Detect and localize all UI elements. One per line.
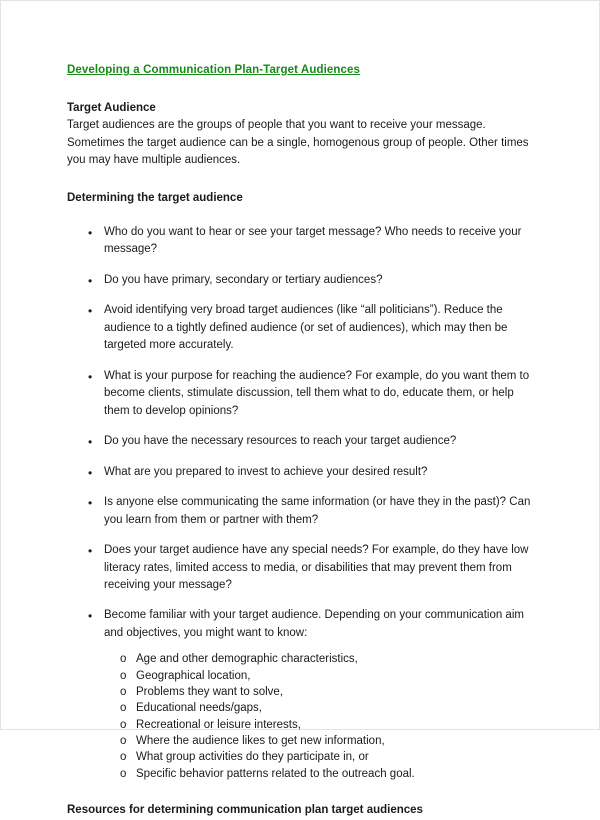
sub-bullet-marker-icon: o bbox=[120, 735, 127, 748]
list-item-text: Does your target audience have any special needs? For example, do they have low literacy rates, limited access to media, or disabilities that may prevent them from receiving your message? bbox=[104, 544, 529, 591]
heading-determining-target-audience: Determining the target audience bbox=[67, 192, 243, 205]
bullet-marker-icon: • bbox=[88, 273, 93, 288]
paragraph-target-audience: Target audiences are the groups of people that you want to receive your message. Sometimes the target audience can be a single, homogenous group of people. Other times you may have multiple audiences. bbox=[67, 119, 529, 166]
bullet-marker-icon: • bbox=[88, 465, 93, 480]
sub-list-item bbox=[104, 766, 539, 782]
bullet-marker-icon: • bbox=[88, 369, 93, 384]
bullet-marker-icon: • bbox=[88, 609, 93, 624]
list-item-text: Is anyone else communicating the same information (or have they in the past)? Can you learn from them or partner with them? bbox=[104, 496, 531, 526]
determining-bullet-list bbox=[67, 224, 539, 782]
list-item-text: Become familiar with your target audience. Depending on your communication aim and objectives, you might want to know: bbox=[104, 609, 524, 639]
sub-bullet-marker-icon: o bbox=[120, 686, 127, 699]
list-item-text: Do you have primary, secondary or tertiary audiences? bbox=[104, 273, 383, 286]
sub-list-item-text: Geographical location, bbox=[136, 669, 251, 682]
sub-list-item bbox=[104, 684, 539, 700]
sub-list-item bbox=[104, 651, 539, 667]
list-item bbox=[67, 542, 539, 594]
document-title: Developing a Communication Plan-Target Audiences bbox=[67, 64, 360, 76]
list-item-text: Who do you want to hear or see your target message? Who needs to receive your message? bbox=[104, 225, 522, 256]
sub-list-item-text: Specific behavior patterns related to the outreach goal. bbox=[136, 767, 415, 780]
list-item-text: What is your purpose for reaching the audience? For example, do you want them to become clients, stimulate discussion, tell them what to do, educate them, or help them to develop opinions? bbox=[104, 369, 530, 417]
bullet-marker-icon: • bbox=[88, 496, 93, 511]
audience-characteristics-sub-list bbox=[104, 651, 539, 782]
sub-list-item bbox=[104, 700, 539, 716]
sub-bullet-marker-icon: o bbox=[120, 669, 127, 682]
list-item bbox=[67, 607, 539, 782]
sub-bullet-marker-icon: o bbox=[120, 653, 127, 666]
list-item bbox=[67, 494, 539, 529]
document-content bbox=[67, 63, 539, 820]
list-item bbox=[67, 368, 539, 420]
list-item-text: Do you have the necessary resources to reach your target audience? bbox=[104, 435, 457, 448]
sub-list-item-text: What group activities do they participate in, or bbox=[136, 751, 369, 764]
list-item bbox=[67, 302, 539, 354]
list-item-text: What are you prepared to invest to achieve your desired result? bbox=[104, 465, 428, 478]
sub-list-item-text: Where the audience likes to get new information, bbox=[136, 735, 385, 748]
sub-bullet-marker-icon: o bbox=[120, 718, 127, 731]
sub-bullet-marker-icon: o bbox=[120, 702, 127, 715]
list-item bbox=[67, 272, 539, 289]
bullet-marker-icon: • bbox=[88, 544, 93, 559]
sub-list-item-text: Educational needs/gaps, bbox=[136, 702, 262, 715]
sub-list-item-text: Problems they want to solve, bbox=[136, 686, 284, 699]
sub-list-item bbox=[104, 749, 539, 765]
sub-list-item-text: Age and other demographic characteristics, bbox=[136, 653, 358, 666]
sub-list-item bbox=[104, 717, 539, 733]
heading-resources: Resources for determining communication plan target audiences bbox=[67, 804, 423, 817]
bullet-marker-icon: • bbox=[88, 435, 93, 450]
list-item bbox=[67, 224, 539, 259]
sub-bullet-marker-icon: o bbox=[120, 767, 127, 780]
list-item-text: Avoid identifying very broad target audiences (like “all politicians”). Reduce the audience to a tightly defined audience (or set of audiences), which may then be targeted more accurately. bbox=[104, 304, 508, 352]
list-item bbox=[67, 433, 539, 450]
sub-list-item bbox=[104, 668, 539, 684]
sub-bullet-marker-icon: o bbox=[120, 751, 127, 764]
heading-target-audience: Target Audience bbox=[67, 101, 156, 114]
bullet-marker-icon: • bbox=[88, 304, 93, 319]
sub-list-item-text: Recreational or leisure interests, bbox=[136, 718, 301, 731]
list-item bbox=[67, 464, 539, 481]
sub-list-item bbox=[104, 733, 539, 749]
bullet-marker-icon: • bbox=[88, 225, 93, 240]
